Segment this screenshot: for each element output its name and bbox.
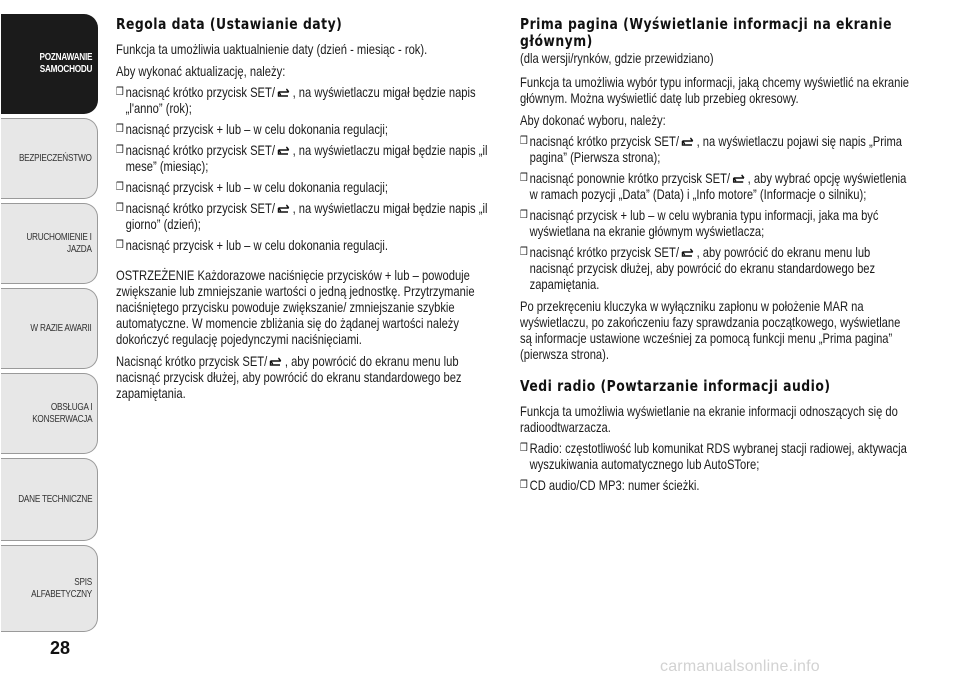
chapter-sidebar bbox=[0, 0, 100, 686]
checkbox-bullet-icon: ❒ bbox=[116, 86, 124, 98]
tab-spis-alfabetyczny[interactable]: SPIS ALFABETYCZNY bbox=[1, 545, 98, 632]
tab-w-razie-awarii[interactable]: W RAZIE AWARII bbox=[1, 288, 98, 369]
checkbox-bullet-icon: ❒ bbox=[520, 246, 528, 258]
section-heading-vedi-radio: Vedi radio (Powtarzanie informacji audio) bbox=[520, 377, 831, 395]
list-item: ❒ nacisnąć krótko przycisk SET/ , na wyświetlaczu pojawi się napis „Prima pagina” (Pierwsza strona); bbox=[520, 133, 902, 165]
list-item: ❒ nacisnąć krótko przycisk SET/ , na wyświetlaczu migał będzie napis „l'anno” (rok); bbox=[116, 84, 476, 116]
checkbox-bullet-icon: ❒ bbox=[520, 135, 528, 147]
tab-uruchomienie-jazda[interactable]: URUCHOMIENIE I JAZDA bbox=[1, 203, 98, 284]
checkbox-bullet-icon: ❒ bbox=[116, 144, 124, 156]
return-arrow-key-icon bbox=[276, 146, 292, 156]
radio-info-list bbox=[520, 440, 912, 493]
return-arrow-key-icon bbox=[276, 204, 292, 214]
steps-list bbox=[520, 133, 912, 292]
checkbox-bullet-icon: ❒ bbox=[520, 209, 528, 221]
checkbox-bullet-icon: ❒ bbox=[116, 239, 124, 251]
list-item: ❒ nacisnąć przycisk + lub – w celu wybrania typu informacji, jaka ma być wyświetlana na ekranie głównym wyświetlacza; bbox=[520, 207, 879, 239]
return-arrow-key-icon bbox=[680, 248, 696, 258]
checkbox-bullet-icon: ❒ bbox=[116, 181, 124, 193]
steps-list bbox=[116, 84, 498, 253]
list-item: ❒ nacisnąć przycisk + lub – w celu dokonania regulacji. bbox=[116, 237, 389, 253]
watermark: carmanualsonline.info bbox=[660, 658, 820, 675]
list-item: ❒ nacisnąć krótko przycisk SET/ , aby powrócić do ekranu menu lub nacisnąć przycisk dłużej, aby powrócić do ekranu standardowego bez zapamiętania. bbox=[520, 244, 876, 292]
paragraph-intro: Funkcja ta umożliwia wybór typu informacji, jaką chcemy wyświetlić na ekranie głównym. Można wyświetlić datę lub przebieg okresowy. bbox=[520, 74, 910, 106]
page-number: 28 bbox=[50, 638, 71, 658]
paragraph-intro-radio: Funkcja ta umożliwia wyświetlanie na ekranie informacji odnoszących się do radioodtwarzacza. bbox=[520, 403, 898, 435]
paragraph-return: Nacisnąć krótko przycisk SET/ , aby powrócić do ekranu menu lub nacisnąć przycisk dłużej, aby powrócić do ekranu standardowego bez zapamiętania. bbox=[116, 353, 462, 401]
paragraph-intro: Funkcja ta umożliwia uaktualnienie daty (dzień - miesiąc - rok). bbox=[116, 41, 428, 57]
return-arrow-key-icon bbox=[680, 137, 696, 147]
paragraph-howto: Aby dokonać wyboru, należy: bbox=[520, 112, 666, 128]
tab-bezpieczenstwo[interactable]: BEZPIECZEŃSTWO bbox=[1, 118, 98, 199]
right-column bbox=[520, 16, 912, 493]
section-heading-prima-pagina: Prima pagina (Wyświetlanie informacji na ekranie głównym) bbox=[520, 15, 892, 50]
tab-poznawanie-samochodu[interactable]: POZNAWANIE SAMOCHODU bbox=[1, 14, 98, 114]
checkbox-bullet-icon: ❒ bbox=[520, 172, 528, 184]
tab-dane-techniczne[interactable]: DANE TECHNICZNE bbox=[1, 458, 98, 541]
paragraph-howto: Aby wykonać aktualizację, należy: bbox=[116, 63, 286, 79]
list-item: ❒ nacisnąć krótko przycisk SET/ , na wyświetlaczu migał będzie napis „il giorno” (dzień); bbox=[116, 200, 488, 232]
list-item: ❒ nacisnąć przycisk + lub – w celu dokonania regulacji; bbox=[116, 179, 389, 195]
return-arrow-key-icon bbox=[268, 357, 284, 367]
section-heading-regola-data: Regola data (Ustawianie daty) bbox=[116, 15, 343, 33]
list-item: ❒ CD audio/CD MP3: numer ścieżki. bbox=[520, 477, 700, 493]
list-item: ❒ Radio: częstotliwość lub komunikat RDS wybranej stacji radiowej, aktywacja wyszukiwania automatycznego lub AutoSTore; bbox=[520, 440, 907, 472]
checkbox-bullet-icon: ❒ bbox=[520, 442, 528, 454]
paragraph-warning: OSTRZEŻENIE Każdorazowe naciśnięcie przycisków + lub – powoduje zwiększanie lub zmniejszanie wartości o jedną jednostkę. Przytrzymanie naciśniętego przycisku powoduje zwiększanie/ zmniejszanie szybkie automatyczne. W momencie zbliżania się do żądanej wartości należy dokończyć regulację pojedynczymi naciśnięciami. bbox=[116, 267, 475, 347]
list-item: ❒ nacisnąć ponownie krótko przycisk SET/ , aby wybrać opcję wyświetlenia w ramach pozycji „Data” (Data) i „Info motore” (Informacje o silniku); bbox=[520, 170, 907, 202]
paragraph-subtitle: (dla wersji/rynków, gdzie przewidziano) bbox=[520, 50, 714, 66]
return-arrow-key-icon bbox=[731, 174, 747, 184]
tab-obsluga-konserwacja[interactable]: OBSŁUGA I KONSERWACJA bbox=[1, 373, 98, 454]
checkbox-bullet-icon: ❒ bbox=[116, 202, 124, 214]
paragraph-note: Po przekręceniu kluczyka w wyłączniku zapłonu w położenie MAR na wyświetlaczu, po zakończeniu fazy sprawdzania początkowego, wyświetlane są informacje ustawione wcześniej za pomocą funkcji menu „Prima pagina” (pierwsza strona). bbox=[520, 298, 901, 362]
checkbox-bullet-icon: ❒ bbox=[116, 123, 124, 135]
list-item: ❒ nacisnąć przycisk + lub – w celu dokonania regulacji; bbox=[116, 121, 389, 137]
left-column bbox=[116, 16, 498, 401]
return-arrow-key-icon bbox=[276, 88, 292, 98]
checkbox-bullet-icon: ❒ bbox=[520, 479, 528, 491]
list-item: ❒ nacisnąć krótko przycisk SET/ , na wyświetlaczu migał będzie napis „il mese” (miesiąc); bbox=[116, 142, 488, 174]
